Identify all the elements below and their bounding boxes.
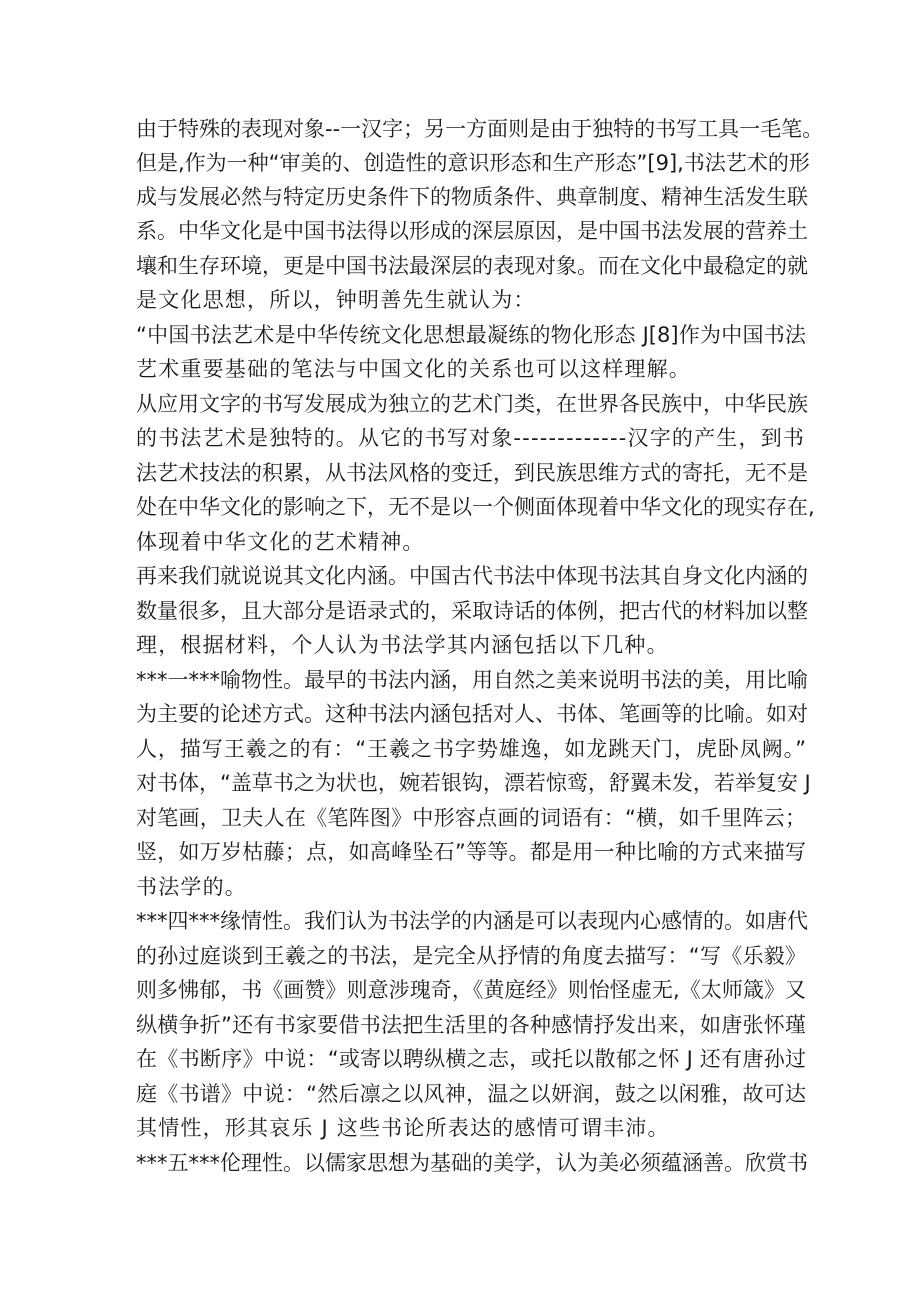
text-line: 是文化思想，所以，钟明善先生就认为： [136,288,536,312]
text-line: 数量很多，且大部分是语录式的，采取诗话的体例，把古代的材料加以整 [136,599,808,623]
text-line: 在《书断序》中说：“或寄以聘纵横之志，或托以散郁之怀 J 还有唐孙过 [136,1047,806,1071]
text-line: ***五***伦理性。以儒家思想为基础的美学，认为美必须蕴涵善。欣赏书 [136,1151,808,1175]
text-line: 由于特殊的表现对象--一汉字；另一方面则是由于独特的书写工具一毛笔。 [136,117,824,141]
text-line: 但是,作为一种“审美的、创造性的意识形态和生产形态”[9],书法艺术的形 [136,151,810,175]
text-line: 系。中华文化是中国书法得以形成的深层原因，是中国书法发展的营养土 [136,219,808,243]
text-line: 为主要的论述方式。这种书法内涵包括对人、书体、笔画等的比喻。如对 [136,702,808,726]
text-line: 对书体，“盖草书之为状也，婉若银钩，漂若惊鸾，舒翼未发，若举复安 J [136,771,811,795]
text-line: 的孙过庭谈到王羲之的书法，是完全从抒情的角度去描写：“写《乐毅》 [136,944,806,968]
text-line: 再来我们就说说其文化内涵。中国古代书法中体现书法其自身文化内涵的 [136,564,808,588]
text-line: 艺术重要基础的笔法与中国文化的关系也可以这样理解。 [136,357,691,381]
text-line: 法艺术技法的积累，从书法风格的变迁，到民族思维方式的寄托，无不是 [136,461,808,485]
text-line: 壤和生存环境，更是中国书法最深层的表现对象。而在文化中最稳定的就 [136,254,808,278]
text-line: 竖，如万岁枯藤；点，如高峰坠石”等等。都是用一种比喻的方式来描写 [136,840,806,864]
text-line: “中国书法艺术是中华传统文化思想最凝练的物化形态 J[8]作为中国书法 [136,323,806,347]
text-line: 成与发展必然与特定历史条件下的物质条件、典章制度、精神生活发生联 [136,185,808,209]
text-line: 纵横争折”还有书家要借书法把生活里的各种感情抒发出来，如唐张怀瑾 [136,1013,806,1037]
text-line: 处在中华文化的影响之下，无不是以一个侧面体现着中华文化的现实存在, [136,495,815,519]
text-line: 庭《书谱》中说：“然后凛之以风神，温之以妍润，鼓之以闲雅，故可达 [136,1082,806,1106]
text-line: 对笔画，卫夫人在《笔阵图》中形容点画的词语有：“横，如千里阵云； [136,806,806,830]
text-line: 人，描写王羲之的有：“王羲之书字势雄逸，如龙跳天门，虎卧凤阙。” [136,737,806,761]
text-line: 书法学的。 [136,875,247,899]
text-line: ***四***缘情性。我们认为书法学的内涵是可以表现内心感情的。如唐代 [136,909,808,933]
text-line: 的书法艺术是独特的。从它的书写对象-------------汉字的产生，到书 [136,426,806,450]
text-line: ***一***喻物性。最早的书法内涵，用自然之美来说明书法的美，用比喻 [136,668,808,692]
text-line: 其情性，形其哀乐 J 这些书论所表达的感情可谓丰沛。 [136,1116,670,1140]
text-line: 理，根据材料，个人认为书法学其内涵包括以下几种。 [136,633,669,657]
text-line: 从应用文字的书写发展成为独立的艺术门类，在世界各民族中，中华民族 [136,392,808,416]
text-line: 体现着中华文化的艺术精神。 [136,530,425,554]
text-line: 则多怫郁，书《画赞》则意涉瑰奇，《黄庭经》则怡怪虚无,《太师箴》又 [136,978,806,1002]
